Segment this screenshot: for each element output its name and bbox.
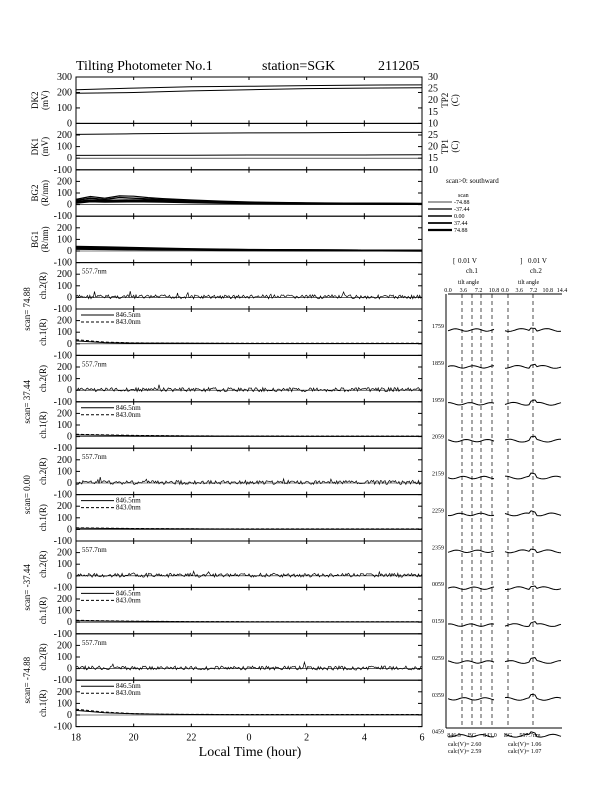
legend-label: 843.0nm (116, 596, 141, 605)
y-tick-label: 100 (57, 605, 72, 617)
panel-frame (76, 170, 422, 216)
legend-label: 846.5nm (116, 403, 141, 412)
right-tick-label: 30 (428, 72, 438, 83)
right-tick-label: 10 (428, 164, 438, 176)
y-tick-label: 200 (57, 269, 72, 281)
y-tick-label: 0 (67, 617, 72, 629)
right-tick-label: 25 (428, 83, 438, 95)
panel-frame (76, 448, 422, 494)
panel-s4c1 (38, 587, 422, 639)
y-tick-label: 100 (57, 102, 72, 114)
y-tick-label: -100 (53, 628, 72, 640)
y-axis-label: ch.1(R) (38, 689, 48, 718)
y-tick-label: 200 (57, 640, 72, 652)
ch2-tick-label: 3.6 (515, 288, 523, 294)
y-axis-label: ch.2(R) (38, 643, 48, 671)
tilt-time-label: 1959 (432, 397, 444, 404)
ch1-calc-1: calc(V)= 2.60 (448, 742, 482, 748)
y-tick-label: 100 (57, 188, 72, 199)
scan-group-label: scan= 37.44 (22, 380, 32, 424)
y-tick-label: 0 (67, 431, 72, 443)
series-line-843.0nm (76, 709, 422, 714)
y-tick-label: 100 (57, 373, 72, 385)
x-tick-label: 6 (419, 732, 425, 744)
legend-label: 846.5nm (116, 682, 141, 691)
right-axis-label: TP2 (440, 92, 450, 108)
right-axis-label: (C) (450, 140, 460, 153)
legend-label: 843.0nm (116, 318, 141, 326)
panel-frame (76, 355, 422, 401)
panel-frame (76, 634, 422, 680)
chart-title: Tilting Photometer No.1 (76, 59, 213, 74)
ch2-tick-label: 0.0 (501, 288, 509, 294)
panel-frame (76, 216, 422, 262)
y-tick-label: 200 (57, 222, 72, 234)
series-line-TP2 (76, 85, 422, 90)
y-tick-label: 100 (57, 512, 72, 524)
right-tick-label: 25 (428, 130, 438, 141)
ch2-tick-label: 7.2 (529, 288, 538, 294)
x-axis-label: Local Time (hour) (198, 745, 302, 760)
legend-label: 846.5nm (116, 589, 141, 598)
panel-s5c2 (38, 634, 422, 686)
y-axis-label: BG1 (30, 230, 40, 248)
y-tick-label: -100 (53, 489, 72, 501)
ch2-bottom-label: BG (503, 733, 513, 739)
ch1-tick-label: 10.8 (488, 288, 500, 294)
y-tick-label: 100 (57, 466, 72, 478)
y-axis-label: ch.1(R) (38, 596, 48, 625)
time-series-panels (22, 72, 460, 733)
scan-legend (428, 177, 499, 234)
x-tick-label: 18 (71, 732, 81, 744)
series-line-DK1 (76, 132, 422, 134)
y-axis-label: ch.2(R) (38, 550, 48, 578)
y-tick-label: 200 (57, 594, 72, 605)
ch2-tick-label: 10.8 (542, 288, 553, 294)
series-line-TP1 (76, 155, 422, 156)
scan-legend-entry: 37.44 (454, 221, 468, 227)
date-label: 211205 (378, 59, 420, 74)
ch1-profile-line (448, 661, 494, 663)
tilt-time-label: 1859 (432, 360, 444, 367)
y-tick-label: -100 (53, 536, 72, 547)
ch1-bottom-label: 846.5 (447, 733, 461, 739)
ch1-bracket: [ (453, 257, 456, 265)
ch1-axis-title: tilt angle (458, 280, 480, 286)
scan-legend-entry: 74.88 (454, 228, 468, 234)
tilt-time-label: 1759 (432, 324, 444, 330)
y-tick-label: 200 (57, 408, 72, 420)
ch1-bottom-label: BG (467, 733, 477, 739)
y-tick-label: 100 (57, 141, 72, 153)
scan-group-label: scan= -37.44 (22, 564, 32, 611)
header (76, 59, 419, 74)
y-axis-label: DK1 (30, 137, 40, 156)
y-axis-label: ch.2(R) (38, 272, 48, 300)
y-tick-label: 0 (67, 710, 72, 721)
ch1-profile-line (448, 329, 494, 331)
panel-s5c1 (38, 680, 422, 732)
y-axis-label: (R/nm) (40, 226, 50, 253)
ch1-tick-label: 7.2 (474, 288, 483, 294)
y-tick-label: 0 (67, 199, 72, 211)
scan-legend-entry: 0.00 (454, 214, 465, 220)
y-tick-label: 300 (57, 72, 72, 83)
scan-legend-header: scan (458, 193, 469, 199)
scan-legend-entry: -37.44 (454, 207, 470, 213)
right-tick-label: 20 (428, 141, 438, 153)
tilt-time-label: 2359 (432, 545, 444, 552)
y-tick-label: 0 (67, 246, 72, 257)
right-tick-label: 15 (428, 106, 438, 118)
legend-label: 846.5nm (116, 311, 141, 319)
x-tick-label: 22 (186, 732, 197, 744)
y-tick-label: 200 (57, 315, 72, 327)
legend-label: 843.0nm (116, 689, 141, 698)
y-tick-label: 0 (67, 570, 72, 582)
tilt-time-label: 0259 (432, 655, 444, 662)
panel-note: 557.7nm (82, 267, 107, 276)
series-line-843.0nm (76, 340, 422, 344)
ch2-tick-label: 14.4 (556, 288, 568, 294)
legend-label: 843.0nm (116, 503, 141, 512)
panel-bg2 (30, 170, 422, 222)
y-tick-label: 200 (57, 87, 72, 99)
legend-label: 843.0nm (116, 410, 141, 419)
y-axis-label: ch.2(R) (38, 364, 48, 393)
x-axis (71, 733, 425, 760)
y-tick-label: 200 (57, 362, 72, 373)
ch1-profile-line (448, 624, 494, 626)
y-axis-label: (R/nm) (40, 180, 50, 206)
ch2-axis-title: tilt angle (518, 280, 540, 286)
y-tick-label: 0 (67, 153, 72, 165)
panel-s4c2 (38, 541, 422, 593)
ch2-name: ch.2 (530, 267, 542, 275)
y-tick-label: 200 (57, 501, 72, 513)
panel-frame (76, 77, 422, 123)
tilt-time-label: 0059 (432, 582, 444, 589)
y-tick-label: 200 (57, 130, 72, 141)
y-tick-label: -100 (53, 675, 72, 687)
y-axis-label: (mV) (40, 136, 50, 157)
x-tick-label: 2 (304, 732, 310, 744)
y-tick-label: 0 (67, 338, 72, 350)
y-axis-label: ch.1(R) (38, 504, 48, 532)
tilt-time-label: 0159 (432, 619, 444, 626)
y-tick-label: -100 (53, 350, 72, 362)
ch1-scale-label: 0.01 V (458, 257, 477, 265)
ch1-profile-line (448, 698, 494, 700)
ch2-bracket: ] (520, 257, 523, 265)
ch1-profile-line (448, 550, 494, 552)
y-tick-label: 200 (57, 176, 72, 188)
y-tick-label: 100 (57, 559, 72, 571)
ch1-profile-line (448, 476, 494, 478)
panel-s2c1 (38, 402, 422, 454)
panel-s2c2 (38, 355, 422, 407)
y-axis-label: BG2 (30, 184, 40, 202)
series-line-557.7nm (76, 385, 422, 392)
right-tick-label: 15 (428, 153, 438, 165)
y-tick-label: 100 (57, 234, 72, 246)
tilt-time-label: 2059 (432, 434, 444, 441)
y-tick-label: -100 (53, 443, 72, 455)
scan-legend-title: scan>0: southward (446, 177, 499, 185)
ch2-calc-1: calc(V)= 1.06 (508, 742, 542, 748)
ch1-profile-line (448, 403, 494, 405)
x-tick-label: 4 (361, 732, 367, 744)
y-tick-label: 0 (67, 478, 72, 489)
y-tick-label: -100 (53, 721, 72, 733)
y-tick-label: -100 (53, 257, 72, 269)
ch1-tick-label: 0.0 (444, 288, 452, 294)
y-tick-label: 100 (57, 327, 72, 339)
panel-frame (76, 263, 422, 309)
y-tick-label: 100 (57, 652, 72, 663)
y-tick-label: -100 (53, 164, 72, 176)
ch1-calc-2: calc(V)= 2.59 (448, 749, 482, 755)
panel-dk2 (30, 72, 460, 129)
y-axis-label: ch.2(R) (38, 457, 48, 486)
y-axis-label: ch.1(R) (38, 411, 48, 439)
ch1-profile-line (448, 366, 494, 368)
series-line-846.5nm (76, 710, 422, 714)
panel-note: 557.7nm (82, 360, 107, 369)
panel-note: 557.7nm (82, 546, 107, 554)
y-tick-label: 0 (67, 292, 72, 304)
ch1-profile-line (448, 513, 494, 515)
y-tick-label: 200 (57, 547, 72, 559)
ch1-profile-line (448, 587, 494, 589)
y-tick-label: 100 (57, 280, 72, 292)
y-tick-label: -100 (53, 396, 72, 408)
right-axis-label: TP1 (440, 139, 450, 155)
y-tick-label: 0 (67, 663, 72, 675)
legend-label: 846.5nm (116, 496, 141, 505)
panel-s1c1 (38, 309, 422, 361)
y-axis-label: (mV) (40, 90, 50, 110)
scan-legend-entry: -74.88 (454, 200, 470, 206)
ch1-profile-line (448, 440, 494, 442)
panel-s3c1 (38, 495, 422, 547)
tilt-time-label: 0359 (432, 692, 444, 699)
panel-frame (76, 541, 422, 587)
y-tick-label: -100 (53, 211, 72, 223)
y-axis-label: DK2 (30, 91, 40, 109)
tilt-time-label: 2259 (432, 508, 444, 515)
ch1-bottom-label: 843.0 (483, 733, 497, 739)
y-tick-label: 0 (67, 385, 72, 397)
y-tick-label: 0 (67, 118, 72, 130)
tilt-time-label: 0459 (432, 729, 444, 736)
right-tick-label: 20 (428, 95, 438, 107)
y-tick-label: -100 (53, 304, 72, 315)
right-axis-label: (C) (450, 94, 460, 107)
series-line-557.7nm (76, 571, 422, 577)
scan-group-label: scan= 0.00 (22, 475, 32, 515)
y-tick-label: 200 (57, 454, 72, 466)
scan-group-label: scan= 74.88 (22, 287, 32, 331)
panel-s3c2 (38, 448, 422, 500)
tilt-profiles (432, 257, 567, 755)
station-label: station=SGK (262, 59, 336, 74)
y-tick-label: 100 (57, 698, 72, 710)
y-tick-label: 200 (57, 686, 72, 698)
panel-bg1 (30, 216, 422, 268)
ch1-name: ch.1 (466, 267, 478, 275)
y-tick-label: -100 (53, 582, 72, 594)
y-axis-label: ch.1(R) (38, 318, 48, 346)
x-tick-label: 20 (128, 732, 139, 744)
right-tick-label: 10 (428, 118, 438, 130)
ch2-bottom-label: 557.7nm (519, 733, 541, 739)
x-tick-label: 0 (246, 732, 252, 744)
y-tick-label: 100 (57, 420, 72, 431)
panel-note: 557.7nm (82, 453, 107, 462)
tilt-time-label: 2159 (432, 471, 444, 478)
ch2-scale-label: 0.01 V (528, 257, 547, 265)
panel-dk1 (30, 123, 460, 175)
ch2-profile-line (505, 549, 561, 553)
series-line-557.7nm (76, 477, 422, 484)
ch1-tick-label: 3.6 (459, 288, 468, 294)
panel-s1c2 (38, 263, 422, 315)
scan-group-label: scan= -74.88 (22, 656, 32, 704)
panel-frame (76, 123, 422, 169)
ch2-calc-2: calc(V)= 1.07 (508, 749, 542, 755)
panel-note: 557.7nm (82, 638, 107, 647)
y-tick-label: 0 (67, 524, 72, 536)
